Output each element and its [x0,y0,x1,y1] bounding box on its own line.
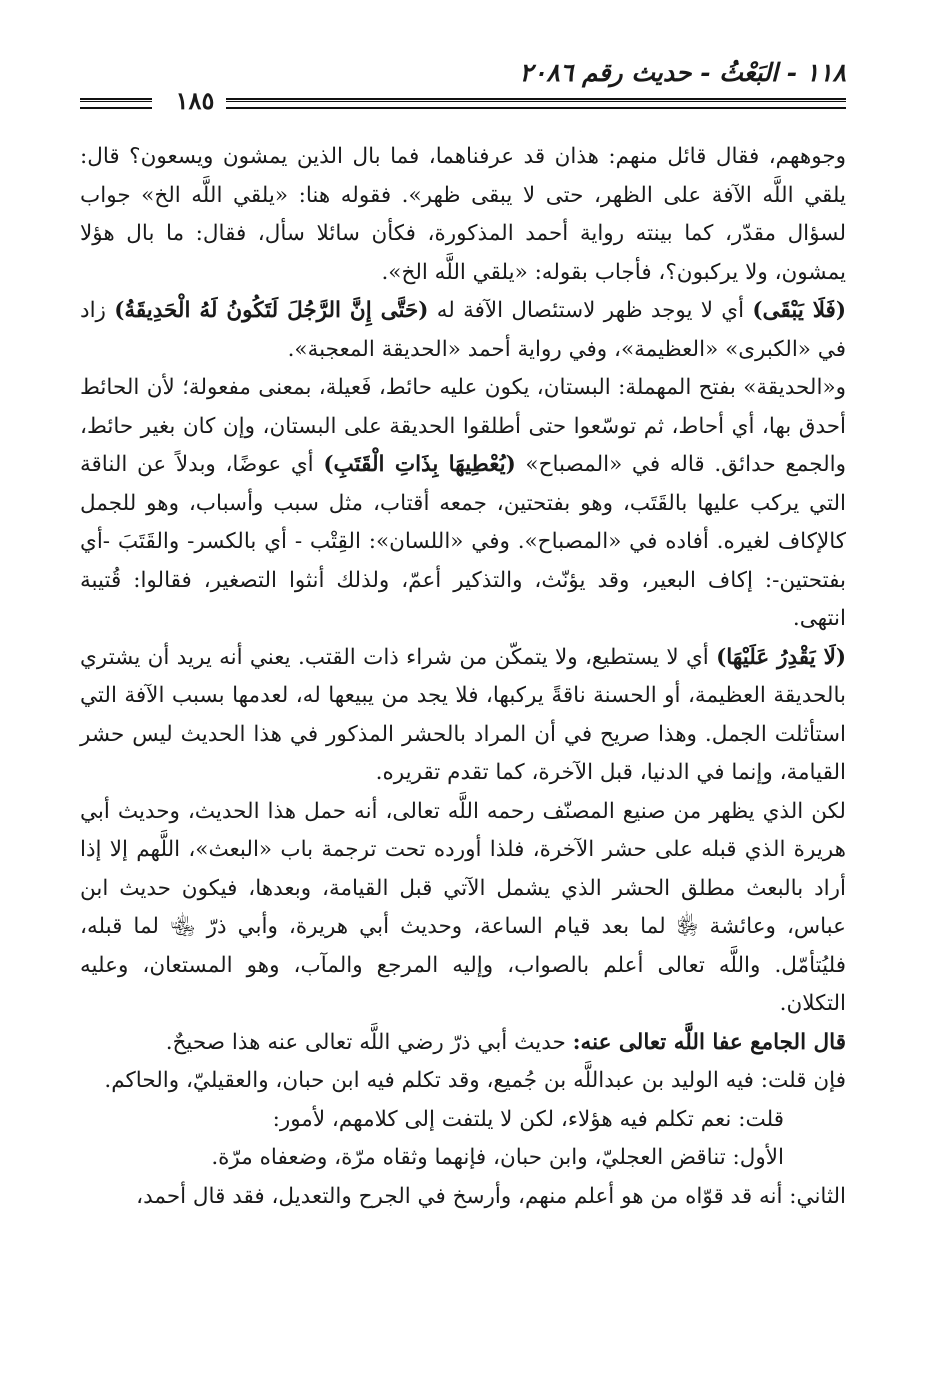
paragraph-1: وجوههم، فقال قائل منهم: هذان قد عرفناهما، فما بال الذين يمشون ويسعون؟ قال: يلقي اللَّه الآفة على الظهر، حتى لا يبقى ظهر». فقوله هنا: «يلقي اللَّه الخ» جواب لسؤال مقدّر، كما بينته رواية أحمد المذكورة، فكأن سائلا سأل، فقال: ما بال هؤلا يمشون، ولا يركبون؟، فأجاب بقوله: «يلقي اللَّه الخ». [80,144,846,285]
paragraph-3 [80,369,846,639]
page-body [80,138,846,1216]
paragraph-9: الأول: تناقض العجليّ، وابن حبان، فإنهما وثقاه مرّة، وضعفاه مرّة. [211,1145,784,1170]
paragraph-10: الثاني: أنه قد قوّاه من هو أعلم منهم، وأرسخ في الجرح والتعديل، فقد قال أحمد، [136,1183,846,1209]
paragraph-8: قلت: نعم تكلم فيه هؤلاء، لكن لا يلتفت إلى كلامهم، لأمور: [272,1106,784,1132]
page-number: ١٨٥ [175,86,215,115]
paragraph-2 [80,292,846,369]
paragraph-2-mid: أي لا يوجد ظهر لاستئصال الآفة له [428,298,753,323]
hadith-phrase-la-yaqdir: (لَا يَقْدِرُ عَلَيْهَا) [716,644,846,670]
compiler-statement-label: قال الجامع عفا اللَّه تعالى عنه: [572,1029,846,1055]
header-rule-right [226,98,846,109]
paragraph-4-rest: أي لا يستطيع، ولا يتمكّن من شراء ذات القتب. يعني أنه يريد أن يشتري بالحديقة العظيمة، أو الحسنة ناقةً يركبها، فلا يجد من يبيعها له، لعدمها بسبب الآفة التي استأثلت الجمل. وهذا صريح في أن المراد بالحشر المذكور في هذا الحديث ليس حشر القيامة، وإنما في الدنيا، قبل الآخرة، كما تقدم تقريره. [80,644,846,785]
paragraph-6-rest: حديث أبي ذرّ رضي اللَّه تعالى عنه هذا صحيحٌ. [165,1029,573,1055]
paragraph-5: لكن الذي يظهر من صنيع المصنّف رحمه اللَّه تعالى، أنه حمل هذا الحديث، وحديث أبي هريرة الذي قبله على حشر الآخرة، فلذا أورده تحت ترجمة باب «البعث»، اللَّهم إلا إذا أراد بالبعث مطلق الحشر الذي يشمل الآتي قبل القيامة، وبعدها، فيكون حديث ابن عباس، وعائشة ﵂ لما بعد قيام الساعة، وحديث أبي هريرة، وأبي ذرّ ﵄ لما قبله، فليُتأمّل. واللَّه تعالى أعلم بالصواب، وإليه المرجع والمآب، وهو المستعان، وعليه التكلان. [80,798,846,1016]
hadith-phrase-yutiha: (يُعْطِيهَا بِذَاتِ الْقَتَبِ) [323,452,516,477]
paragraph-7: فإن قلت: فيه الوليد بن عبداللَّه بن جُميع، وقد تكلم فيه ابن حبان، والعقيليّ، والحاكم. [104,1068,846,1093]
paragraph-4 [80,639,846,793]
paragraph-3-start: و«الحديقة» بفتح المهملة: البستان، يكون عليه حائط، فَعيلة، بمعنى مفعولة؛ لأن الحائط أحدق بها، أي أحاط، ثم توسّعوا حتى أطلقوا الحديقة على البستان، وإن كان بغير حائط، والجمع حدائق. قاله في «المصباح» [80,375,846,477]
paragraph-3-rest: أي عوضًا، وبدلاً عن الناقة التي يركب عليها بالقَتَب، وهو بفتحتين، جمعه أقتاب، مثل سبب وأسباب، وهو للجمل كالإكاف لغيره. أفاده في «المصباح». وفي «اللسان»: القِتْب - أي بالكسر- والقَتَبَ -أي بفتحتين-: إكاف البعير، وقد يؤنّث، والتذكير أعمّ، ولذلك أنثوا التصغير، فقالوا: قُتيبة انتهى. [80,452,846,631]
running-title: ١١٨ - البَعْثُ - حديث رقم ٢٠٨٦ [519,57,846,87]
hadith-phrase-hadiqa: (حَتَّى إِنَّ الرَّجُلَ لَتَكُونُ لَهُ الْحَدِيقَةُ) [114,298,429,323]
header-rule-left [80,98,152,109]
paragraph-6 [80,1024,846,1063]
hadith-phrase-fala-yabqa: (فَلَا يَبْقَى) [752,298,846,323]
paragraph-2-rest: زاد في «الكبرى» «العظيمة»، وفي رواية أحمد «الحديقة المعجبة». [80,298,846,362]
